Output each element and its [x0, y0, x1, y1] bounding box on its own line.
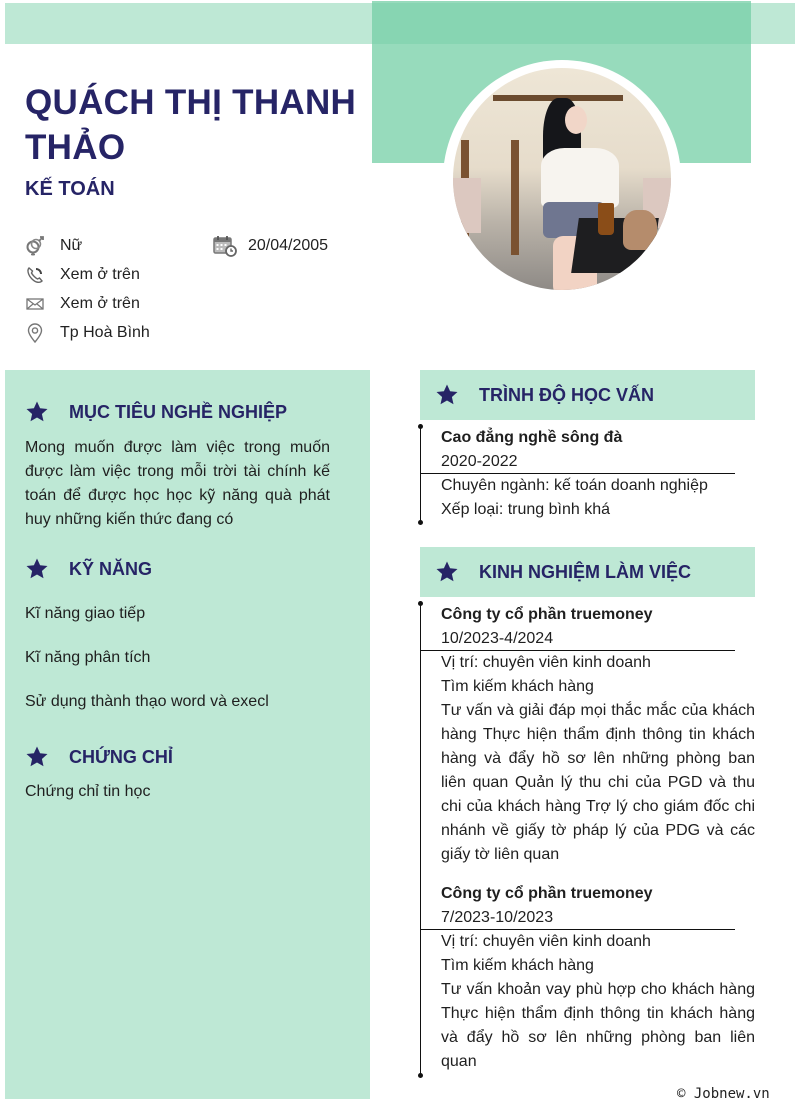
certificates-heading: [25, 745, 173, 769]
experience-position: Vị trí: chuyên viên kinh doanh: [441, 654, 651, 671]
experience-title: KINH NGHIỆM LÀM VIỆC: [479, 561, 692, 582]
experience-period: 7/2023-10/2023: [441, 909, 554, 926]
star-icon: [25, 745, 49, 769]
mail-icon: [25, 294, 45, 314]
gender-value: Nữ: [60, 237, 83, 254]
education-title: TRÌNH ĐỘ HỌC VẤN: [479, 384, 654, 405]
experience-task: Tìm kiếm khách hàng: [441, 678, 594, 695]
education-grade: Xếp loại: trung bình khá: [441, 501, 611, 518]
certificates-title: CHỨNG CHỈ: [69, 746, 173, 767]
photo-chair: [453, 178, 481, 233]
location-icon: [25, 323, 45, 343]
skills-title: KỸ NĂNG: [69, 558, 153, 579]
contact-email: [25, 292, 140, 316]
phone-icon: [25, 265, 45, 285]
contact-gender: [25, 234, 82, 258]
phone-value: Xem ở trên: [60, 266, 140, 283]
copyright-footer: © Jobnew.vn: [677, 1086, 770, 1102]
timeline-dot: [418, 601, 423, 606]
contact-phone: [25, 263, 140, 287]
education-heading: [420, 370, 755, 420]
objective-title: MỤC TIÊU NGHỀ NGHIỆP: [69, 401, 288, 422]
gender-icon: [25, 236, 45, 256]
education-period: 2020-2022: [441, 453, 518, 470]
star-icon: [435, 383, 459, 407]
photo-bag: [623, 210, 657, 250]
education-major: Chuyên ngành: kế toán doanh nghiệp: [441, 477, 708, 494]
candidate-role: KẾ TOÁN: [25, 178, 115, 200]
timeline-line: [420, 426, 421, 523]
timeline-dot: [418, 424, 423, 429]
address-value: Tp Hoà Bình: [60, 324, 150, 341]
experience-description: Tư vấn khoản vay phù hợp cho khách hàng Thực hiện thẩm định thông tin khách hàng và đẩy hồ sơ lên những phòng ban liên quan: [441, 981, 755, 1070]
email-value: Xem ở trên: [60, 295, 140, 312]
avatar: [453, 68, 671, 290]
photo-person-face: [565, 106, 587, 134]
experience-description: Tư vấn và giải đáp mọi thắc mắc của khách hàng Thực hiện thẩm định thông tin khách hàng và đẩy hồ sơ lên những phòng ban liên quan Quản lý thu chi của PGD và thu chi của khách hàng Trợ lý cho giám đốc chi nhánh về giấy tờ pháp lý của PDG và các giấy tờ liên quan: [441, 702, 755, 863]
timeline-dot: [418, 520, 423, 525]
certificate-item: Chứng chỉ tin học: [25, 783, 151, 800]
star-icon: [25, 400, 49, 424]
star-icon: [25, 557, 49, 581]
photo-stool: [511, 140, 519, 255]
photo-person-shirt: [541, 148, 619, 208]
star-icon: [435, 560, 459, 584]
experience-position: Vị trí: chuyên viên kinh doanh: [441, 933, 651, 950]
experience-company: Công ty cổ phần truemoney: [441, 885, 653, 902]
contact-address: [25, 321, 150, 345]
birthday-value: 20/04/2005: [248, 237, 329, 254]
skill-item: Sử dụng thành thạo word và execl: [25, 693, 269, 710]
experience-company: Công ty cổ phần truemoney: [441, 606, 653, 623]
timeline-line: [420, 604, 421, 1076]
education-school: Cao đẳng nghề sông đà: [441, 429, 623, 446]
contact-birthday: [213, 234, 328, 258]
calendar-icon: [213, 236, 237, 256]
skill-item: Kĩ năng phân tích: [25, 649, 151, 666]
experience-period: 10/2023-4/2024: [441, 630, 554, 647]
experience-task: Tìm kiếm khách hàng: [441, 957, 594, 974]
objective-text: Mong muốn được làm việc trong muốn được làm việc trong mỗi trời tài chính kế toán để được học học kỹ năng quà phát huy những kiến thức đang có: [25, 439, 330, 528]
photo-drink: [598, 203, 614, 235]
candidate-name: QUÁCH THỊ THANH THẢO: [25, 83, 357, 167]
objective-heading: [25, 400, 287, 424]
skills-heading: [25, 557, 152, 581]
timeline-dot: [418, 1073, 423, 1078]
experience-heading: [420, 547, 755, 597]
skill-item: Kĩ năng giao tiếp: [25, 605, 146, 622]
